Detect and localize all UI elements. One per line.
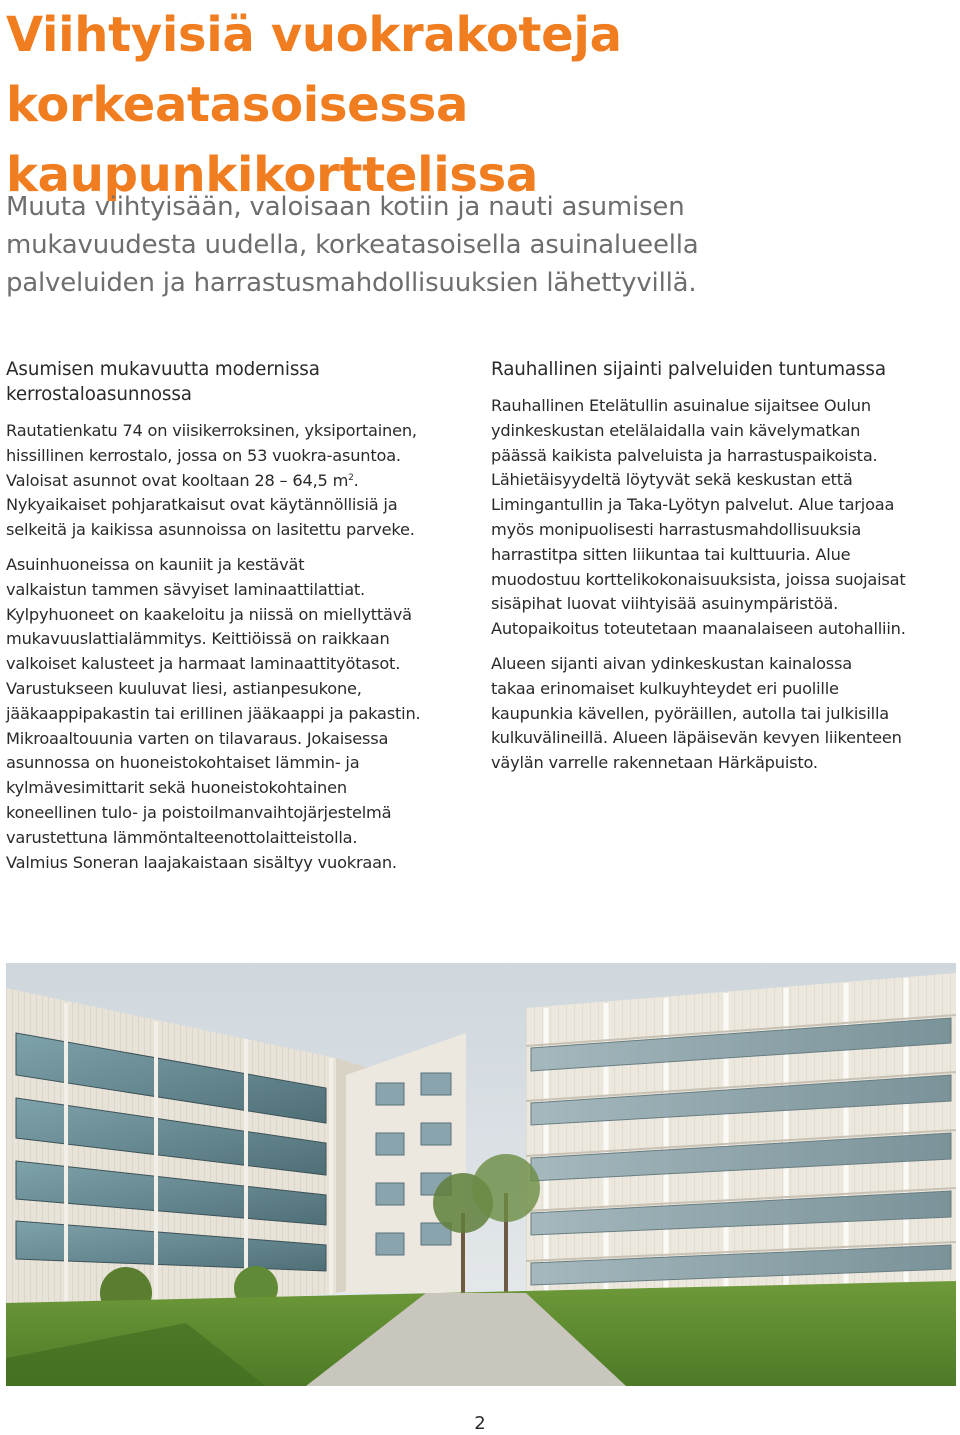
text-line: Autopaikoitus toteutetaan maanalaiseen autohalliin. [491,619,906,639]
text-line: Kylpyhuoneet on kaakeloitu ja niissä on miellyttävä [6,604,412,624]
title-line: korkeatasoisessa kaupunkikorttelissa [6,77,539,203]
right-building [526,973,956,1293]
text-line: väylän varrelle rakennetaan Härkäpuisto. [491,753,818,773]
middle-building [346,1033,466,1293]
building-rendering [6,963,956,1386]
text-line: Lähietäisyydeltä löytyvät sekä keskustan että [491,470,853,490]
text-line: päässä kaikista palveluista ja harrastuspaikoista. [491,445,878,465]
text-line: Valmius Soneran laajakaistaan sisältyy vuokraan. [6,852,397,872]
text-line: jääkaappipakastin tai erillinen jääkaappi ja pakastin. [6,703,421,723]
text-line: ydinkeskustan etelälaidalla vain kävelymatkan [491,420,861,440]
body-paragraph [491,652,951,776]
lead-paragraph [6,188,946,302]
text-segment: . [353,470,359,490]
superscript: 2 [348,472,354,483]
body-paragraph [6,553,466,875]
text-line: varustettuna lämmöntalteenottolaitteistolla. [6,827,358,847]
text-line: koneellinen tulo- ja poistoilmanvaihtojärjestelmä [6,802,392,822]
section-heading [491,357,951,382]
text-line: mukavuuslattialämmitys. Keittiöissä on raikkaan [6,629,390,649]
text-line: asunnossa on huoneistokohtaiset lämmin- ja [6,753,360,773]
text-line: selkeitä ja kaikissa asunnoissa on lasitettu parveke. [6,520,415,540]
text-line: kulkuvälineillä. Alueen läpäisevän kevyen liikenteen [491,728,902,748]
lead-line: mukavuudesta uudella, korkeatasoisella asuinalueella [6,230,699,260]
text-line: valkoiset kalusteet ja harmaat laminaattityötasot. [6,654,401,674]
body-paragraph [6,419,466,543]
heading-line: kerrostaloasunnossa [6,384,192,405]
text-line: Mikroaaltouunia varten on tilavaraus. Jokaisessa [6,728,389,748]
text-line: Varustukseen kuuluvat liesi, astianpesukone, [6,678,362,698]
page-title [6,0,956,210]
text-line: kylmävesimittarit sekä huoneistokohtainen [6,778,347,798]
right-column [491,357,951,786]
lead-line: Muuta viihtyisään, valoisaan kotiin ja nauti asumisen [6,192,685,222]
left-column [6,357,466,885]
text-line: Alueen sijanti aivan ydinkeskustan kainalossa [491,653,852,673]
heading-line: Rauhallinen sijainti palveluiden tuntumassa [491,359,886,380]
text-line: harrastitpa sitten liikuntaa tai kulttuuria. Alue [491,544,851,564]
text-line: Asuinhuoneissa on kauniit ja kestävät [6,554,305,574]
text-line: Rautatienkatu 74 on viisikerroksinen, yksiportainen, [6,421,417,440]
text-segment: Valoisat asunnot ovat kooltaan 28 – 64,5 m [6,470,349,490]
text-line: Nykyaikaiset pohjaratkaisut ovat käytännöllisiä ja [6,495,398,515]
body-paragraph [491,394,951,642]
page-number: 2 [474,1413,486,1434]
text-line: valkaistun tammen sävyiset laminaattilattiat. [6,579,366,599]
text-line: sisäpihat luovat viihtyisää asuinympäristöä. [491,594,839,614]
text-line: Limingantullin ja Taka-Lyötyn palvelut. Alue tarjoaa [491,495,895,515]
text-line: muodostuu korttelikokonaisuuksista, joissa suojaisat [491,569,906,589]
heading-line: Asumisen mukavuutta modernissa [6,359,320,380]
text-line: takaa erinomaiset kulkuyhteydet eri puolille [491,678,839,698]
building-illustration [6,963,956,1386]
text-line: myös monipuolisesti harrastusmahdollisuuksia [491,519,862,539]
lead-line: palveluiden ja harrastusmahdollisuuksien lähettyvillä. [6,268,697,298]
text-line: kaupunkia kävellen, pyöräillen, autolla tai julkisilla [491,703,889,723]
text-line [6,469,466,494]
section-heading [6,357,466,407]
text-line: Rauhallinen Etelätullin asuinalue sijaitsee Oulun [491,396,871,415]
title-line: Viihtyisiä vuokrakoteja [6,7,622,63]
text-line: hissillinen kerrostalo, jossa on 53 vuokra-asuntoa. [6,445,401,465]
